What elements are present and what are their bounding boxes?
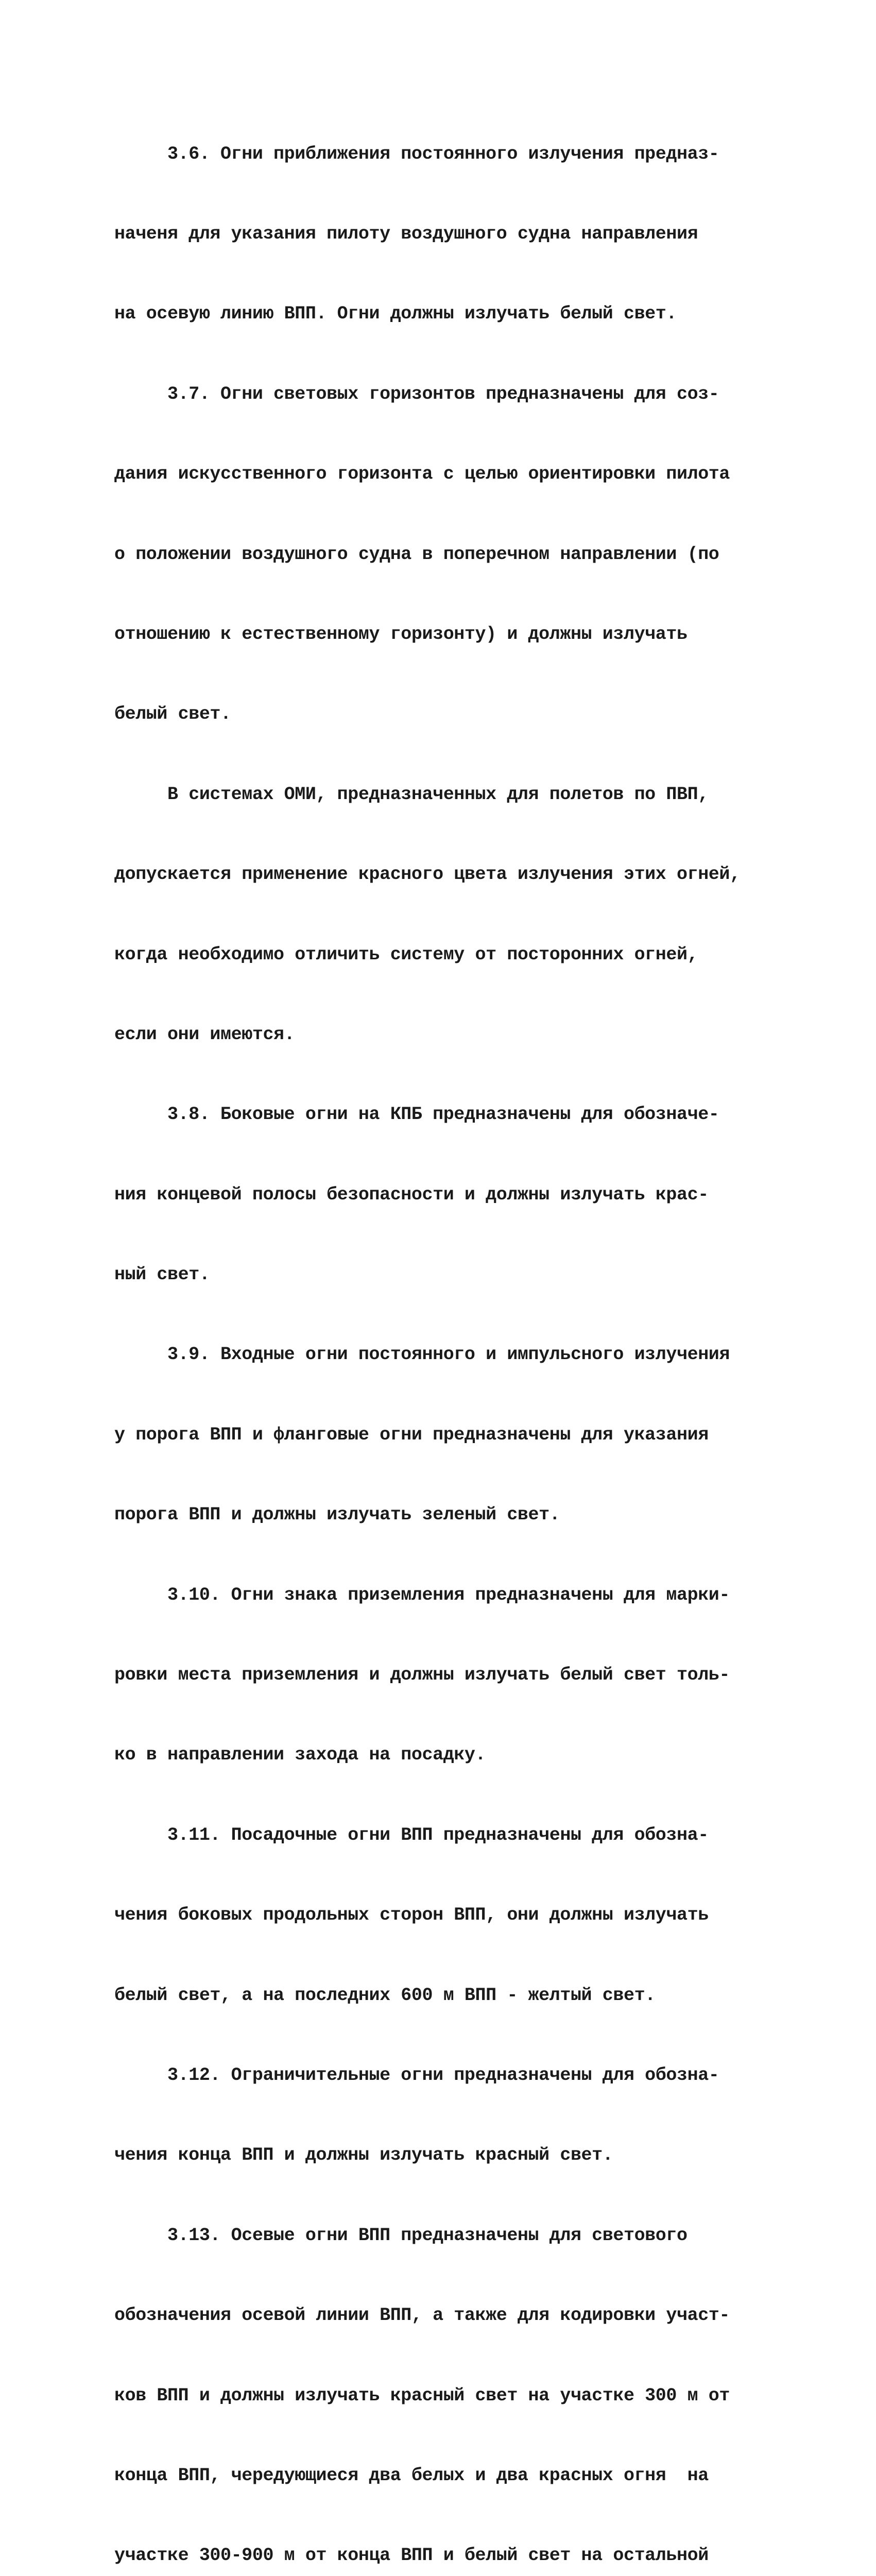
text-line: дания искусственного горизонта с целью ориентировки пилота <box>114 464 730 485</box>
text-line: на осевую линию ВПП. Огни должны излучать белый свет. <box>114 303 677 325</box>
text-line: когда необходимо отличить систему от посторонних огней, <box>114 944 698 965</box>
text-line: отношению к естественному горизонту) и должны излучать <box>114 623 688 645</box>
text-line: если они имеются. <box>114 1024 295 1045</box>
text-line: ков ВПП и должны излучать красный свет на участке 300 м от <box>114 2385 730 2406</box>
text-line: у порога ВПП и фланговые огни предназначены для указания <box>114 1424 709 1445</box>
text-line: о положении воздушного судна в поперечном направлении (по <box>114 544 719 565</box>
text-line: чения боковых продольных сторон ВПП, они должны излучать <box>114 1905 709 1926</box>
text-line: порога ВПП и должны излучать зеленый свет. <box>114 1504 560 1526</box>
text-line: 3.12. Ограничительные огни предназначены для обозна- <box>114 2064 719 2086</box>
text-line: 3.9. Входные огни постоянного и импульсного излучения <box>114 1344 730 1365</box>
text-line: 3.7. Огни световых горизонтов предназначены для соз- <box>114 383 719 404</box>
text-line: В системах ОМИ, предназначенных для полетов по ПВП, <box>114 784 709 805</box>
text-line: допускается применение красного цвета излучения этих огней, <box>114 864 741 885</box>
text-line: конца ВПП, чередующиеся два белых и два красных огня на <box>114 2465 709 2486</box>
text-line: наченя для указания пилоту воздушного судна направления <box>114 223 698 244</box>
text-line: обозначения осевой линии ВПП, а также для кодировки участ- <box>114 2305 730 2326</box>
text-line: белый свет, а на последних 600 м ВПП - желтый свет. <box>114 1985 656 2006</box>
text-line: ко в направлении захода на посадку. <box>114 1744 486 1766</box>
text-line: ровки места приземления и должны излучать белый свет толь- <box>114 1665 730 1686</box>
document-text <box>114 88 768 2576</box>
text-line: чения конца ВПП и должны излучать красный свет. <box>114 2145 613 2166</box>
text-line: 3.11. Посадочные огни ВПП предназначены для обозна- <box>114 1824 709 1845</box>
text-line: участке 300-900 м от конца ВПП и белый свет на остальной <box>114 2545 709 2566</box>
text-line: ный свет. <box>114 1264 210 1285</box>
text-line: 3.10. Огни знака приземления предназначены для марки- <box>114 1584 730 1605</box>
text-line: белый свет. <box>114 704 231 725</box>
text-line: 3.13. Осевые огни ВПП предназначены для светового <box>114 2225 688 2246</box>
text-line: 3.6. Огни приближения постоянного излучения предназ- <box>114 143 719 164</box>
text-line: 3.8. Боковые огни на КПБ предназначены для обозначе- <box>114 1104 719 1125</box>
text-line: ния концевой полосы безопасности и должны излучать крас- <box>114 1184 709 1205</box>
